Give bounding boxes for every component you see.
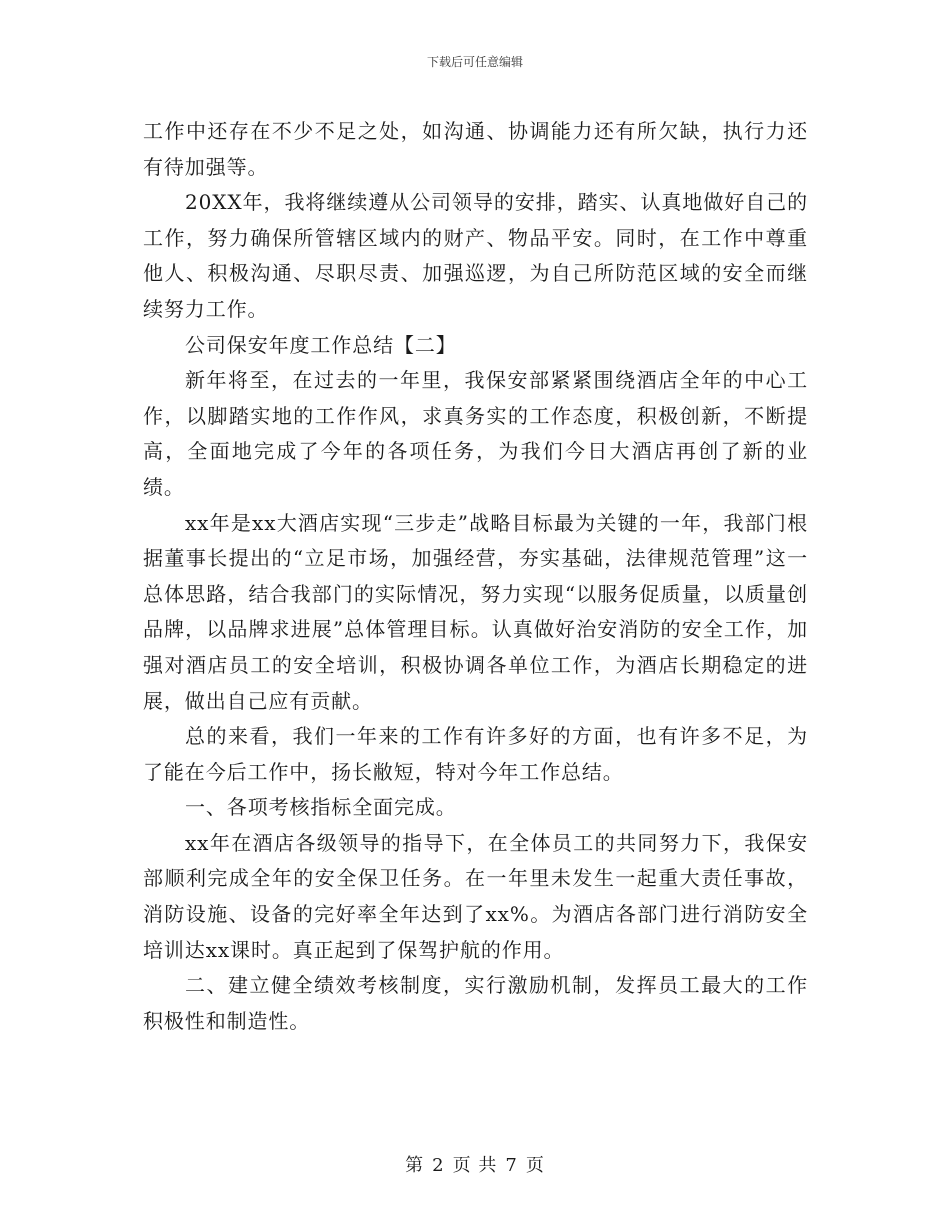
page-number-current: 2 [432, 1155, 445, 1176]
heading-item-two: 二、建立健全绩效考核制度，实行激励机制，发挥员工最大的工作积极性和制造性。 [143, 973, 808, 1033]
paragraph-continuation: 工作中还存在不少不足之处，如沟通、协调能力还有所欠缺，执行力还有待加强等。 [143, 119, 808, 179]
paragraph-strategy: xx年是xx大酒店实现“三步走”战略目标最为关键的一年，我部门根据董事长提出的“立足市场，加强经营，夯实基础，法律规范管理”这一总体思路，结合我部门的实际情况，努力实现“以服务促质量，以质量创品牌，以品牌求进展”总体管理目标。认真做好治安消防的安全工作，加强对酒店员工的安全培训，积极协调各单位工作，为酒店长期稳定的进展，做出自己应有贡献。 [143, 510, 808, 713]
paragraph-next-year-plan: 20XX年，我将继续遵从公司领导的安排，踏实、认真地做好自己的工作，努力确保所管辖区域内的财产、物品平安。同时，在工作中尊重他人、积极沟通、尽职尽责、加强巡逻，为自己所防范区域的安全而继续努力工作。 [143, 190, 808, 321]
paragraph-intro: 新年将至，在过去的一年里，我保安部紧紧围绕酒店全年的中心工作，以脚踏实地的工作作风，求真务实的工作态度，积极创新，不断提高，全面地完成了今年的各项任务，为我们今日大酒店再创了新的业绩。 [143, 368, 808, 499]
page-number [0, 1155, 950, 1177]
page-number-middle: 页 共 [452, 1155, 498, 1176]
paragraph-item-one-detail: xx年在酒店各级领导的指导下，在全体员工的共同努力下，我保安部顺利完成全年的安全保卫任务。在一年里未发生一起重大责任事故，消防设施、设备的完好率全年达到了xx%。为酒店各部门进行消防安全培训达xx课时。真正起到了保驾护航的作用。 [143, 830, 808, 962]
page-number-total: 7 [505, 1155, 518, 1176]
heading-item-one: 一、各项考核指标全面完成。 [185, 795, 457, 820]
page-number-suffix: 页 [525, 1155, 545, 1176]
page-number-prefix: 第 [405, 1155, 425, 1176]
document-body [143, 114, 808, 1039]
paragraph-overview: 总的来看，我们一年来的工作有许多好的方面，也有许多不足，为了能在今后工作中，扬长敝短，特对今年工作总结。 [143, 724, 808, 784]
page-header-note: 下载后可任意编辑 [426, 55, 523, 69]
section-title: 公司保安年度工作总结【二】 [185, 332, 457, 357]
